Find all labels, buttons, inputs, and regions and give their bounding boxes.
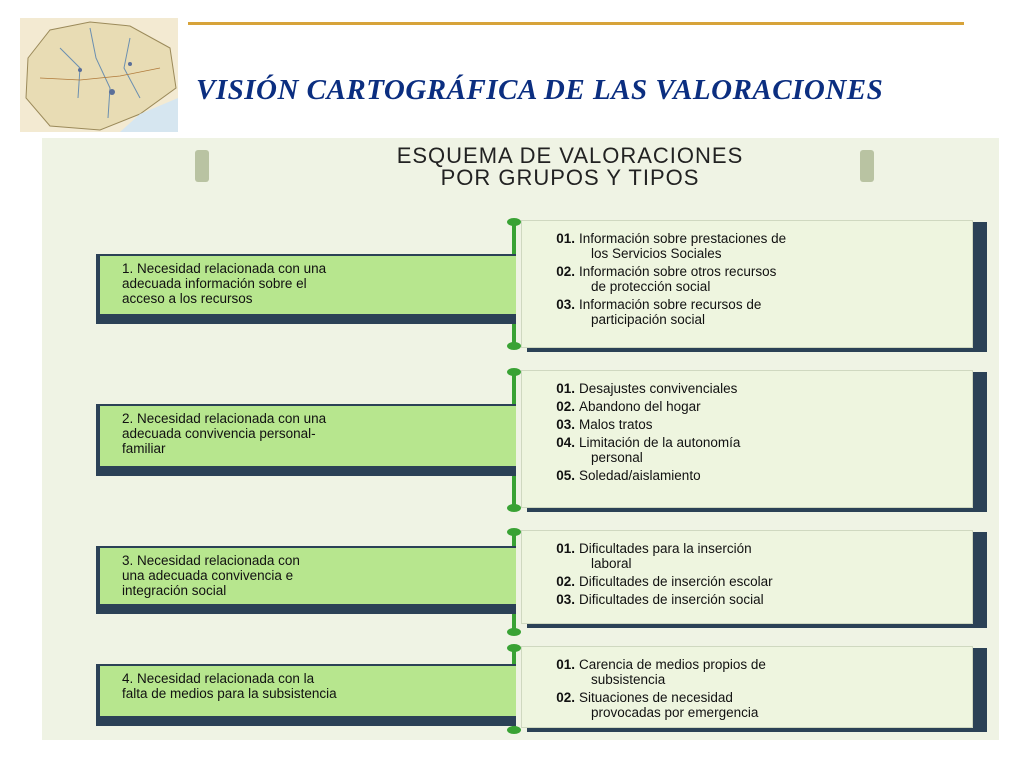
group-3-line: una adecuada convivencia e xyxy=(122,568,294,583)
list-item xyxy=(522,657,972,687)
map-thumbnail-icon xyxy=(20,18,178,132)
scheme-title-line2: POR GRUPOS Y TIPOS xyxy=(440,165,700,190)
group-3-top-node xyxy=(507,528,521,536)
item-number: 03. xyxy=(556,417,575,432)
item-number: 01. xyxy=(556,541,575,556)
item-label: Situaciones de necesidad xyxy=(579,690,733,705)
scheme-title-line1: ESQUEMA DE VALORACIONES xyxy=(396,143,744,168)
header-divider xyxy=(188,22,964,25)
item-number: 01. xyxy=(556,381,575,396)
valuation-scheme-diagram xyxy=(42,138,999,740)
group-2-type-list xyxy=(521,370,973,508)
item-label: Información sobre recursos de xyxy=(579,297,762,312)
item-label: Desajustes convivenciales xyxy=(579,381,738,396)
group-2-bottom-node xyxy=(507,504,521,512)
group-2-line: familiar xyxy=(122,441,166,456)
item-label: Dificultades de inserción social xyxy=(579,592,764,607)
item-label: Información sobre otros recursos xyxy=(579,264,777,279)
group-2-top-node xyxy=(507,368,521,376)
list-item xyxy=(522,417,972,432)
group-2-box xyxy=(100,406,516,466)
group-2-line: adecuada convivencia personal- xyxy=(122,426,316,441)
item-label: Limitación de la autonomía xyxy=(579,435,741,450)
item-number: 02. xyxy=(556,690,575,705)
item-number: 01. xyxy=(556,231,575,246)
item-label: Malos tratos xyxy=(579,417,653,432)
list-item xyxy=(522,381,972,396)
item-label: Dificultades para la inserción xyxy=(579,541,752,556)
item-label: participación social xyxy=(591,312,706,327)
item-label: subsistencia xyxy=(591,672,666,687)
group-1-top-node xyxy=(507,218,521,226)
scheme-title xyxy=(270,145,870,189)
list-item xyxy=(522,297,972,327)
item-label: laboral xyxy=(591,556,632,571)
list-item xyxy=(522,690,972,720)
list-item xyxy=(522,468,972,483)
list-item xyxy=(522,399,972,414)
group-3-type-list xyxy=(521,530,973,624)
group-3-bottom-node xyxy=(507,628,521,636)
page-title: VISIÓN CARTOGRÁFICA DE LAS VALORACIONES xyxy=(196,74,884,106)
item-label: provocadas por emergencia xyxy=(591,705,759,720)
item-label: Dificultades de inserción escolar xyxy=(579,574,773,589)
group-1-box xyxy=(100,256,516,314)
title-bar-left xyxy=(195,150,209,182)
item-number: 02. xyxy=(556,264,575,279)
group-1-line: adecuada información sobre el xyxy=(122,276,307,291)
item-number: 04. xyxy=(556,435,575,450)
item-label: Soledad/aislamiento xyxy=(579,468,701,483)
group-3-box xyxy=(100,548,516,604)
group-4-type-list xyxy=(521,646,973,728)
group-4-top-node xyxy=(507,644,521,652)
item-label: Carencia de medios propios de xyxy=(579,657,766,672)
list-item xyxy=(522,435,972,465)
group-4-line: 4. Necesidad relacionada con la xyxy=(122,671,315,686)
item-number: 02. xyxy=(556,574,575,589)
group-1-type-list xyxy=(521,220,973,348)
list-item xyxy=(522,574,972,589)
list-item xyxy=(522,231,972,261)
group-2-line: 2. Necesidad relacionada con una xyxy=(122,411,327,426)
group-4-bottom-node xyxy=(507,726,521,734)
list-item xyxy=(522,541,972,571)
group-1-bottom-node xyxy=(507,342,521,350)
list-item xyxy=(522,264,972,294)
item-label: de protección social xyxy=(591,279,711,294)
group-1-line: 1. Necesidad relacionada con una xyxy=(122,261,327,276)
group-4-box xyxy=(100,666,516,716)
item-number: 01. xyxy=(556,657,575,672)
item-label: personal xyxy=(591,450,643,465)
item-number: 05. xyxy=(556,468,575,483)
item-label: los Servicios Sociales xyxy=(591,246,722,261)
item-number: 02. xyxy=(556,399,575,414)
item-number: 03. xyxy=(556,297,575,312)
group-4-line: falta de medios para la subsistencia xyxy=(122,686,337,701)
item-label: Información sobre prestaciones de xyxy=(579,231,787,246)
list-item xyxy=(522,592,972,607)
group-3-line: integración social xyxy=(122,583,227,598)
item-number: 03. xyxy=(556,592,575,607)
group-3-line: 3. Necesidad relacionada con xyxy=(122,553,300,568)
group-1-line: acceso a los recursos xyxy=(122,291,253,306)
item-label: Abandono del hogar xyxy=(579,399,701,414)
